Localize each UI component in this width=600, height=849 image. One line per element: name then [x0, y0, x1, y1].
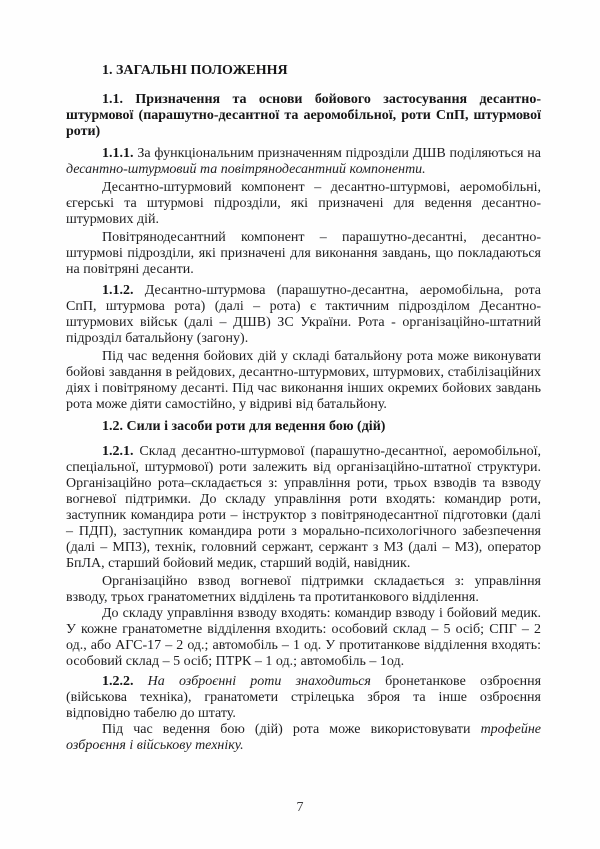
paragraph-airborne-component: Повітрянодесантний компонент – парашутно-десантні, десантно-штурмові підрозділи, які призначені для виконання завдань, що покладаються на повітряні десанти.: [66, 230, 541, 277]
page-number: 7: [296, 800, 304, 815]
paragraph-platoon-composition: До складу управління взводу входять: командир взводу і бойовий медик. У кожне гранатометне відділення входить: особовий склад – 5 осіб; СПГ – 2 од., або АГС-17 – 2 од.; автомобіль – 1 од. У протитанкове відділення входять: особовий склад – 5 осіб; ПТРК – 1 од.; автомобіль – 1од.: [66, 606, 541, 669]
paragraph-number: 1.1.1.: [102, 146, 134, 161]
paragraph-text: Десантно-штурмова (парашутно-десантна, аеромобільна, рота СпП, штурмова рота) (далі – рота) є тактичним підрозділом Десантно-штурмових військ (далі – ДШВ) ЗС України. Рота - організаційно-штатний підрозділ батальйону (загону).: [66, 283, 541, 346]
paragraph-text: Під час ведення бою (дій) рота може використовувати: [102, 722, 471, 737]
paragraph-1-2-2: [66, 674, 541, 722]
paragraph-trophy-weapons: [66, 722, 541, 754]
paragraph-text: За функціональним призначенням підрозділи ДШВ поділяються на: [137, 146, 541, 161]
chapter-heading: 1. ЗАГАЛЬНІ ПОЛОЖЕННЯ: [102, 63, 288, 78]
section-1-1-heading: 1.1. Призначення та основи бойового застосування десантно-штурмової (парашутно-десантної та аеромобільної, роти СпП, штурмової роти): [66, 92, 541, 139]
paragraph-combat-tasks: Під час ведення бойових дій у складі батальйону рота може виконувати бойові завдання в рейдових, десантно-штурмових, штурмових, стабілізаційних діях і повітряному десанті. Під час виконання інших окремих бойових завдань рота може діяти самостійно, у відриві від батальйону.: [66, 349, 541, 412]
document-body: [66, 63, 541, 754]
paragraph-1-2-1: [66, 444, 541, 572]
section-1-2-heading: 1.2. Сили і засоби роти для ведення бою (дій): [102, 419, 386, 434]
paragraph-emphasis: трофейне озброєння і військову техніку.: [66, 722, 541, 753]
paragraph-text: Склад десантно-штурмової (парашутно-десантної, аеромобільної, спеціальної, штурмової) роти залежить від організаційно-штатної структури. Організаційно рота–складається з: управління роти, трьох взводів та взводу вогневої підтримки. До складу управління роти входять: командир роти, заступник командира роти – інструктор з повітрянодесантної підготовки (далі – ПДП), заступник командира роти з морально-психологічного забезпечення (далі – МПЗ), технік, головний сержант, сержант з МЗ (далі – МЗ), оператор БпЛА, старший бойовий медик, старший водій, навідник.: [66, 444, 542, 571]
paragraph-1-1-1: [66, 146, 541, 178]
paragraph-number: 1.2.2.: [102, 674, 134, 689]
paragraph-number: 1.2.1.: [102, 444, 134, 459]
paragraph-emphasis: На озброєнні роти знаходиться: [147, 674, 371, 689]
paragraph-text: бронетанкове озброєння (військова техніка), гранатомети стрілецька зброя та інше озброєння відповідно табелю до штату.: [66, 674, 542, 721]
paragraph-1-1-2: [66, 283, 541, 347]
paragraph-assault-component: Десантно-штурмовий компонент – десантно-штурмові, аеромобільні, єгерські та штурмові підрозділи, які призначені для ведення десантно-штурмових дій.: [66, 180, 541, 227]
paragraph-emphasis: десантно-штурмовий та повітрянодесантний компоненти.: [66, 162, 426, 177]
paragraph-number: 1.1.2.: [102, 283, 134, 298]
paragraph-fire-support-platoon: Організаційно взвод вогневої підтримки складається з: управління взводу, трьох гранатометних відділень та протитанкового відділення.: [66, 574, 541, 605]
